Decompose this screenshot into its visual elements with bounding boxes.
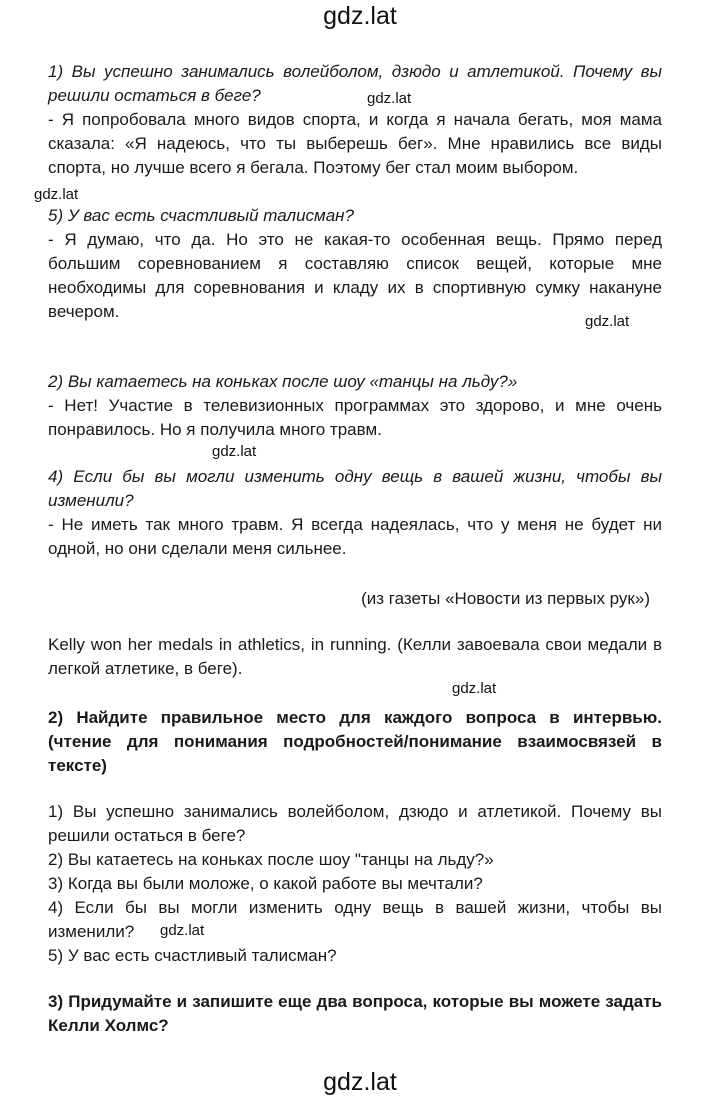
watermark-bottom: gdz.lat — [323, 1068, 397, 1096]
interview-answer-2: - Нет! Участие в телевизионных программах это здорово, и мне очень понравилось. Но я получила много травм. — [48, 396, 662, 439]
interview-answer-5: - Я думаю, что да. Но это не какая-то особенная вещь. Прямо перед большим соревнованием я составляю список вещей, которые мне необходимы для соревнования и кладу их в спортивную сумку накануне вечером. — [48, 230, 662, 321]
watermark-inline-1: gdz.lat — [367, 90, 412, 107]
interview-answer-4: - Не иметь так много травм. Я всегда надеялась, что у меня не будет ни одной, но они сделали меня сильнее. — [48, 515, 662, 558]
interview-question-5: 5) У вас есть счастливый талисман? — [48, 206, 354, 225]
watermark-inline-6: gdz.lat — [160, 922, 205, 939]
task2-item-5: 5) У вас есть счастливый талисман? — [48, 946, 337, 965]
watermark-inline-3: gdz.lat — [585, 313, 630, 330]
task3-heading: 3) Придумайте и запишите еще два вопроса, которые вы можете задать Келли Холмс? — [48, 992, 662, 1035]
task2-item-1: 1) Вы успешно занимались волейболом, дзюдо и атлетикой. Почему вы решили остаться в беге? — [48, 802, 662, 845]
watermark-inline-4: gdz.lat — [212, 443, 257, 460]
watermark-inline-2: gdz.lat — [34, 186, 79, 203]
watermark-top: gdz.lat — [323, 2, 397, 30]
kelly-sentence: Kelly won her medals in athletics, in running. (Келли завоевала свои медали в легкой атлетике, в беге). — [48, 635, 662, 678]
interview-answer-1: - Я попробовала много видов спорта, и когда я начала бегать, моя мама сказала: «Я надеюсь, что ты выберешь бег». Мне нравились все виды спорта, но лучше всего я бегала. Поэтому бег стал моим выбором. — [48, 110, 662, 177]
task2-item-2: 2) Вы катаетесь на коньках после шоу "танцы на льду?» — [48, 850, 494, 869]
interview-question-1: 1) Вы успешно занимались волейболом, дзюдо и атлетикой. Почему вы решили остаться в беге? — [48, 62, 662, 105]
interview-question-2: 2) Вы катаетесь на коньках после шоу «танцы на льду?» — [48, 372, 518, 391]
task2-item-3: 3) Когда вы были моложе, о какой работе вы мечтали? — [48, 874, 483, 893]
source-citation: (из газеты «Новости из первых рук») — [361, 589, 650, 608]
task2-item-4: 4) Если бы вы могли изменить одну вещь в вашей жизни, чтобы вы изменили? — [48, 898, 662, 941]
watermark-inline-5: gdz.lat — [452, 680, 497, 697]
interview-question-4: 4) Если бы вы могли изменить одну вещь в вашей жизни, чтобы вы изменили? — [48, 467, 662, 510]
task2-heading: 2) Найдите правильное место для каждого вопроса в интервью. (чтение для понимания подробностей/понимание взаимосвязей в тексте) — [48, 708, 662, 775]
